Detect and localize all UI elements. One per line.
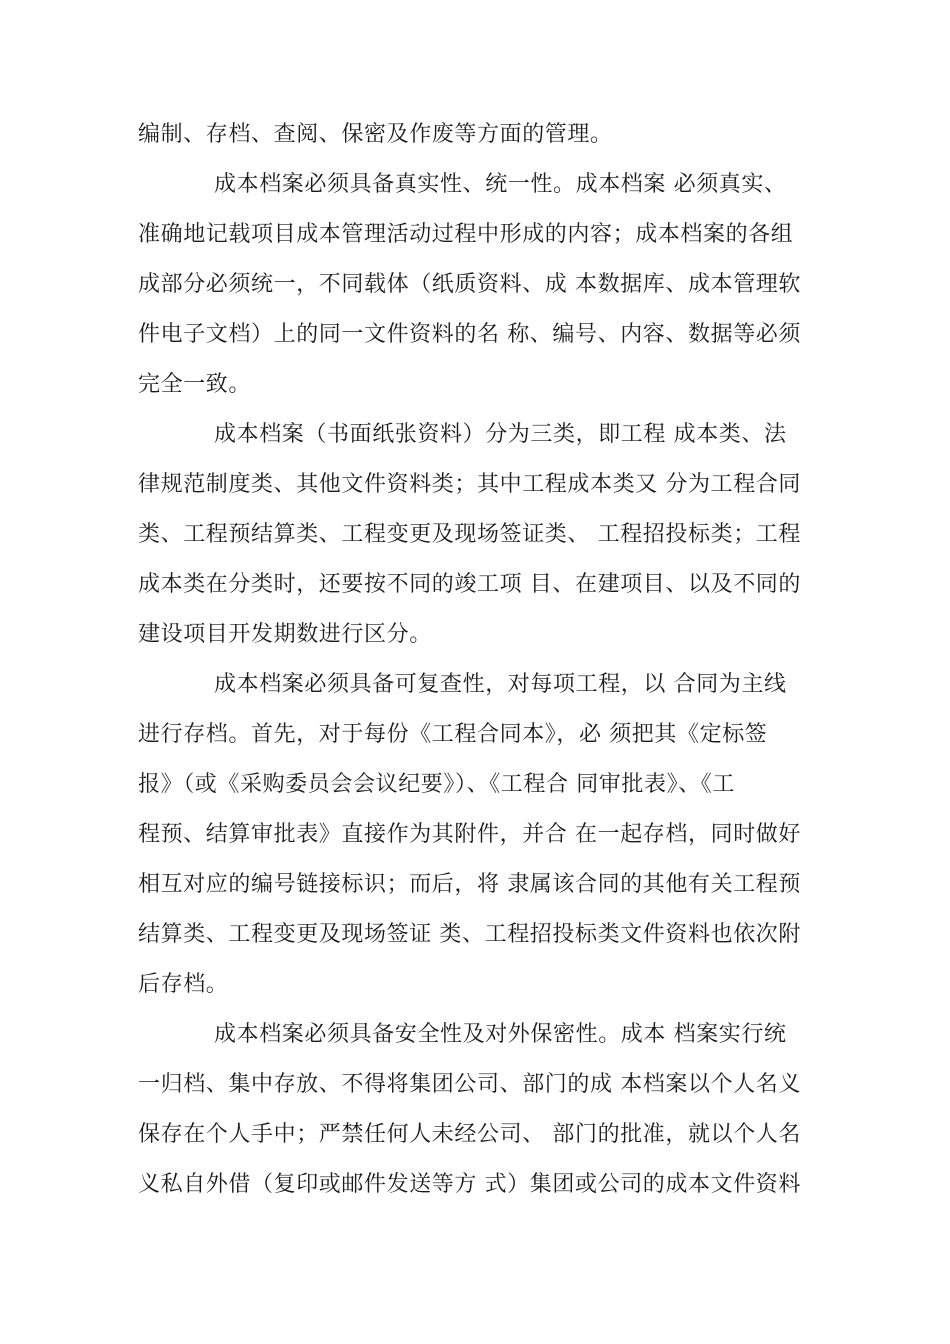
text-line: 相互对应的编号链接标识；而后，将 隶属该合同的其他有关工程预 (138, 872, 801, 897)
text-line: 编制、存档、查阅、保密及作废等方面的管理。 (138, 122, 613, 147)
text-line: 成本档案必须具备安全性及对外保密性。成本 档案实行统 (214, 1022, 787, 1047)
text-line: 准确地记载项目成本管理活动过程中形成的内容；成本档案的各组 (138, 222, 794, 247)
text-line: 成本档案必须具备可复查性，对每项工程，以 合同为主线 (214, 672, 787, 697)
text-line: 律规范制度类、其他文件资料类；其中工程成本类又 分为工程合同 (138, 472, 801, 497)
text-line: 一归档、集中存放、不得将集团公司、部门的成 本档案以个人名义 (138, 1072, 801, 1097)
text-line: 进行存档。首先，对于每份《工程合同本》，必 须把其《定标签 (138, 722, 768, 747)
paragraph-5 (138, 1010, 832, 1210)
paragraph-1 (138, 110, 832, 160)
text-line: 成本档案（书面纸张资料）分为三类，即工程 成本类、法 (214, 422, 787, 447)
text-line: 类、工程预结算类、工程变更及现场签证类、 工程招投标类；工程 (138, 522, 801, 547)
text-line: 完全一致。 (138, 372, 252, 397)
document-body (138, 110, 832, 1210)
text-line: 义私自外借（复印或邮件发送等方 式）集团或公司的成本文件资料 (138, 1172, 801, 1197)
text-line: 成部分必须统一，不同载体（纸质资料、成 本数据库、成本管理软 (138, 272, 801, 297)
text-line: 件电子文档）上的同一文件资料的名 称、编号、内容、数据等必须 (138, 322, 801, 347)
text-line: 保存在个人手中；严禁任何人未经公司、 部门的批准，就以个人名 (138, 1122, 801, 1147)
paragraph-4 (138, 660, 832, 1010)
text-line: 报》（或《采购委员会会议纪要》）、《工程合 同审批表》、《工 (138, 772, 735, 797)
text-line: 成本类在分类时，还要按不同的竣工项 目、在建项目、以及不同的 (138, 572, 801, 597)
text-line: 建设项目开发期数进行区分。 (138, 622, 432, 647)
text-line: 结算类、工程变更及现场签证 类、工程招投标类文件资料也依次附 (138, 922, 801, 947)
paragraph-2 (138, 160, 832, 410)
text-line: 后存档。 (138, 972, 229, 997)
text-line: 程预、结算审批表》直接作为其附件，并合 在一起存档，同时做好 (138, 822, 801, 847)
text-line: 成本档案必须具备真实性、统一性。成本档案 必须真实、 (214, 172, 787, 197)
paragraph-3 (138, 410, 832, 660)
